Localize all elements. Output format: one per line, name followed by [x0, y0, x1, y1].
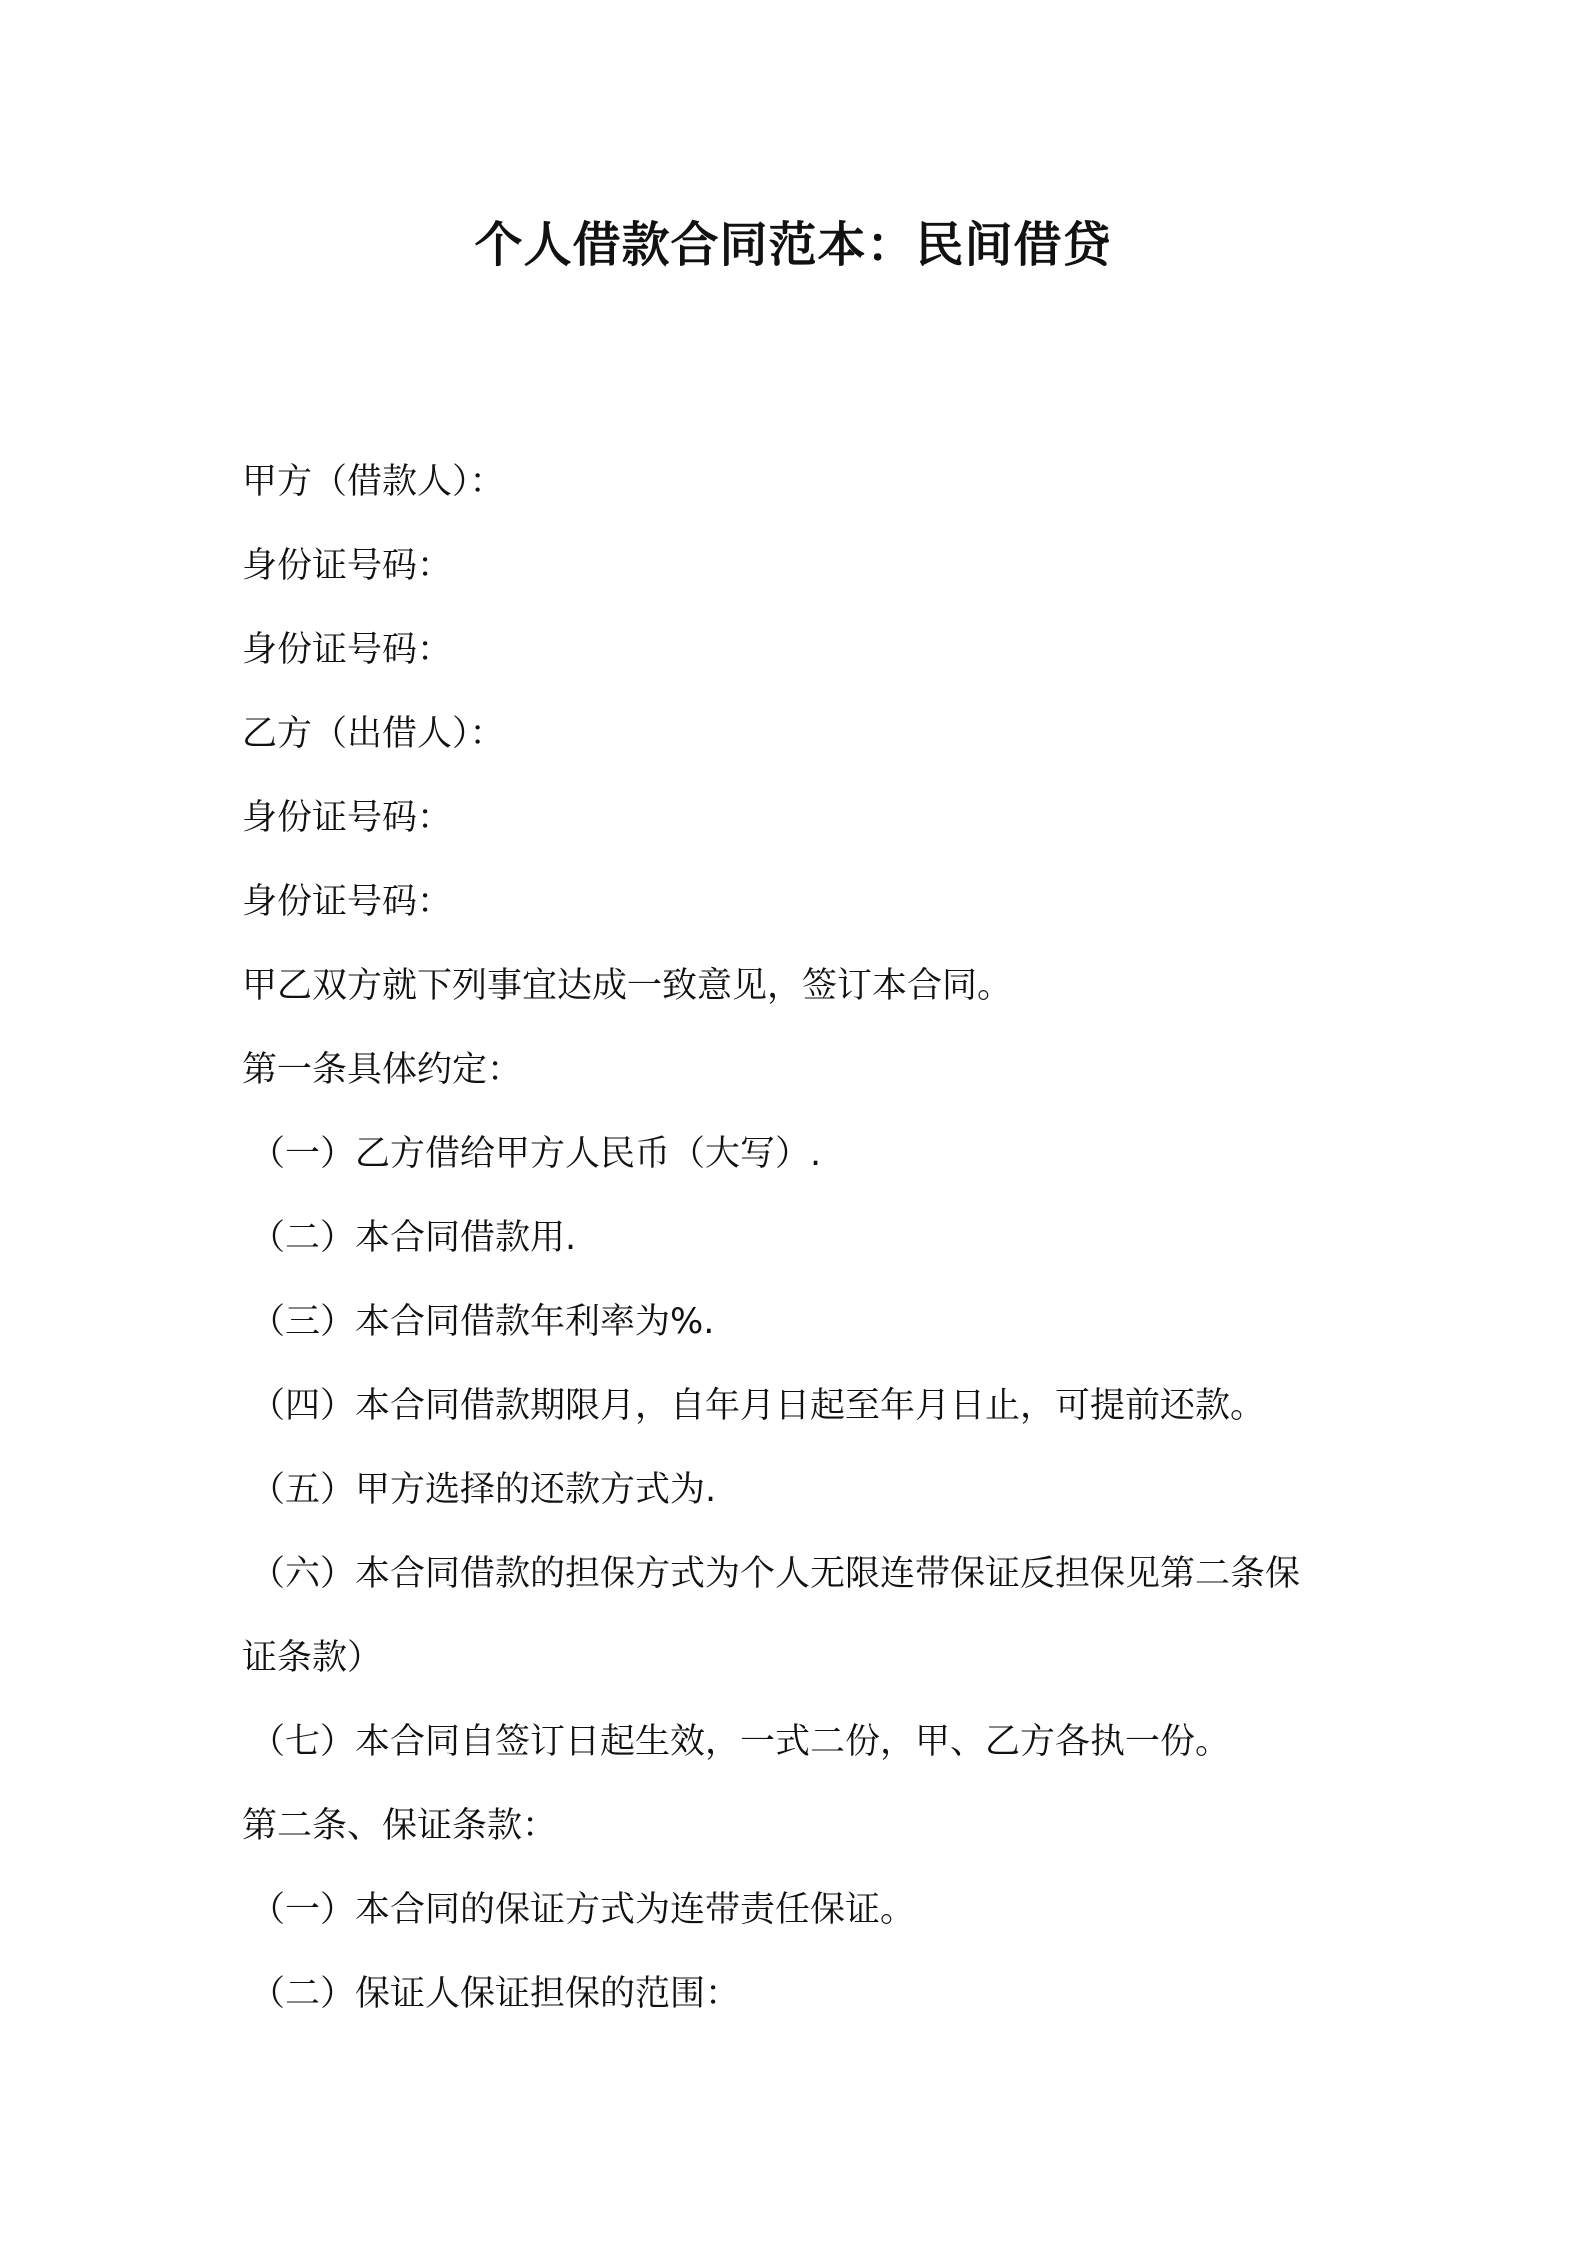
article-one-heading: 第一条具体约定：: [242, 1050, 523, 1090]
party-b-line: 乙方（出借人）：: [242, 714, 505, 754]
clause-line: （五）甲方选择的还款方式为.: [250, 1470, 717, 1510]
document-title: 个人借款合同范本：民间借贷: [474, 217, 1112, 273]
id-number-line: 身份证号码：: [242, 882, 453, 922]
clause-line: （一）乙方借给甲方人民币（大写）.: [250, 1134, 822, 1174]
clause-line: （三）本合同借款年利率为%.: [250, 1302, 715, 1342]
document-body: [242, 440, 1362, 2036]
article-two-heading: 第二条、保证条款：: [242, 1806, 558, 1846]
clause-line: （一）本合同的保证方式为连带责任保证。: [250, 1890, 916, 1930]
clause-line: （四）本合同借款期限月，自年月日起至年月日止，可提前还款。: [250, 1386, 1266, 1426]
clause-line: （六）本合同借款的担保方式为个人无限连带保证反担保见第二条保: [250, 1554, 1301, 1594]
clause-line: （二）保证人保证担保的范围：: [250, 1974, 741, 2014]
clause-line: （二）本合同借款用.: [250, 1218, 577, 1258]
id-number-line: 身份证号码：: [242, 798, 453, 838]
agreement-statement: 甲乙双方就下列事宜达成一致意见，签订本合同。: [242, 966, 1013, 1006]
clause-line: （七）本合同自签订日起生效，一式二份，甲、乙方各执一份。: [250, 1722, 1231, 1762]
id-number-line: 身份证号码：: [242, 546, 453, 586]
clause-continuation: 证条款）: [242, 1638, 383, 1678]
id-number-line: 身份证号码：: [242, 630, 453, 670]
party-a-line: 甲方（借款人）：: [242, 462, 505, 502]
